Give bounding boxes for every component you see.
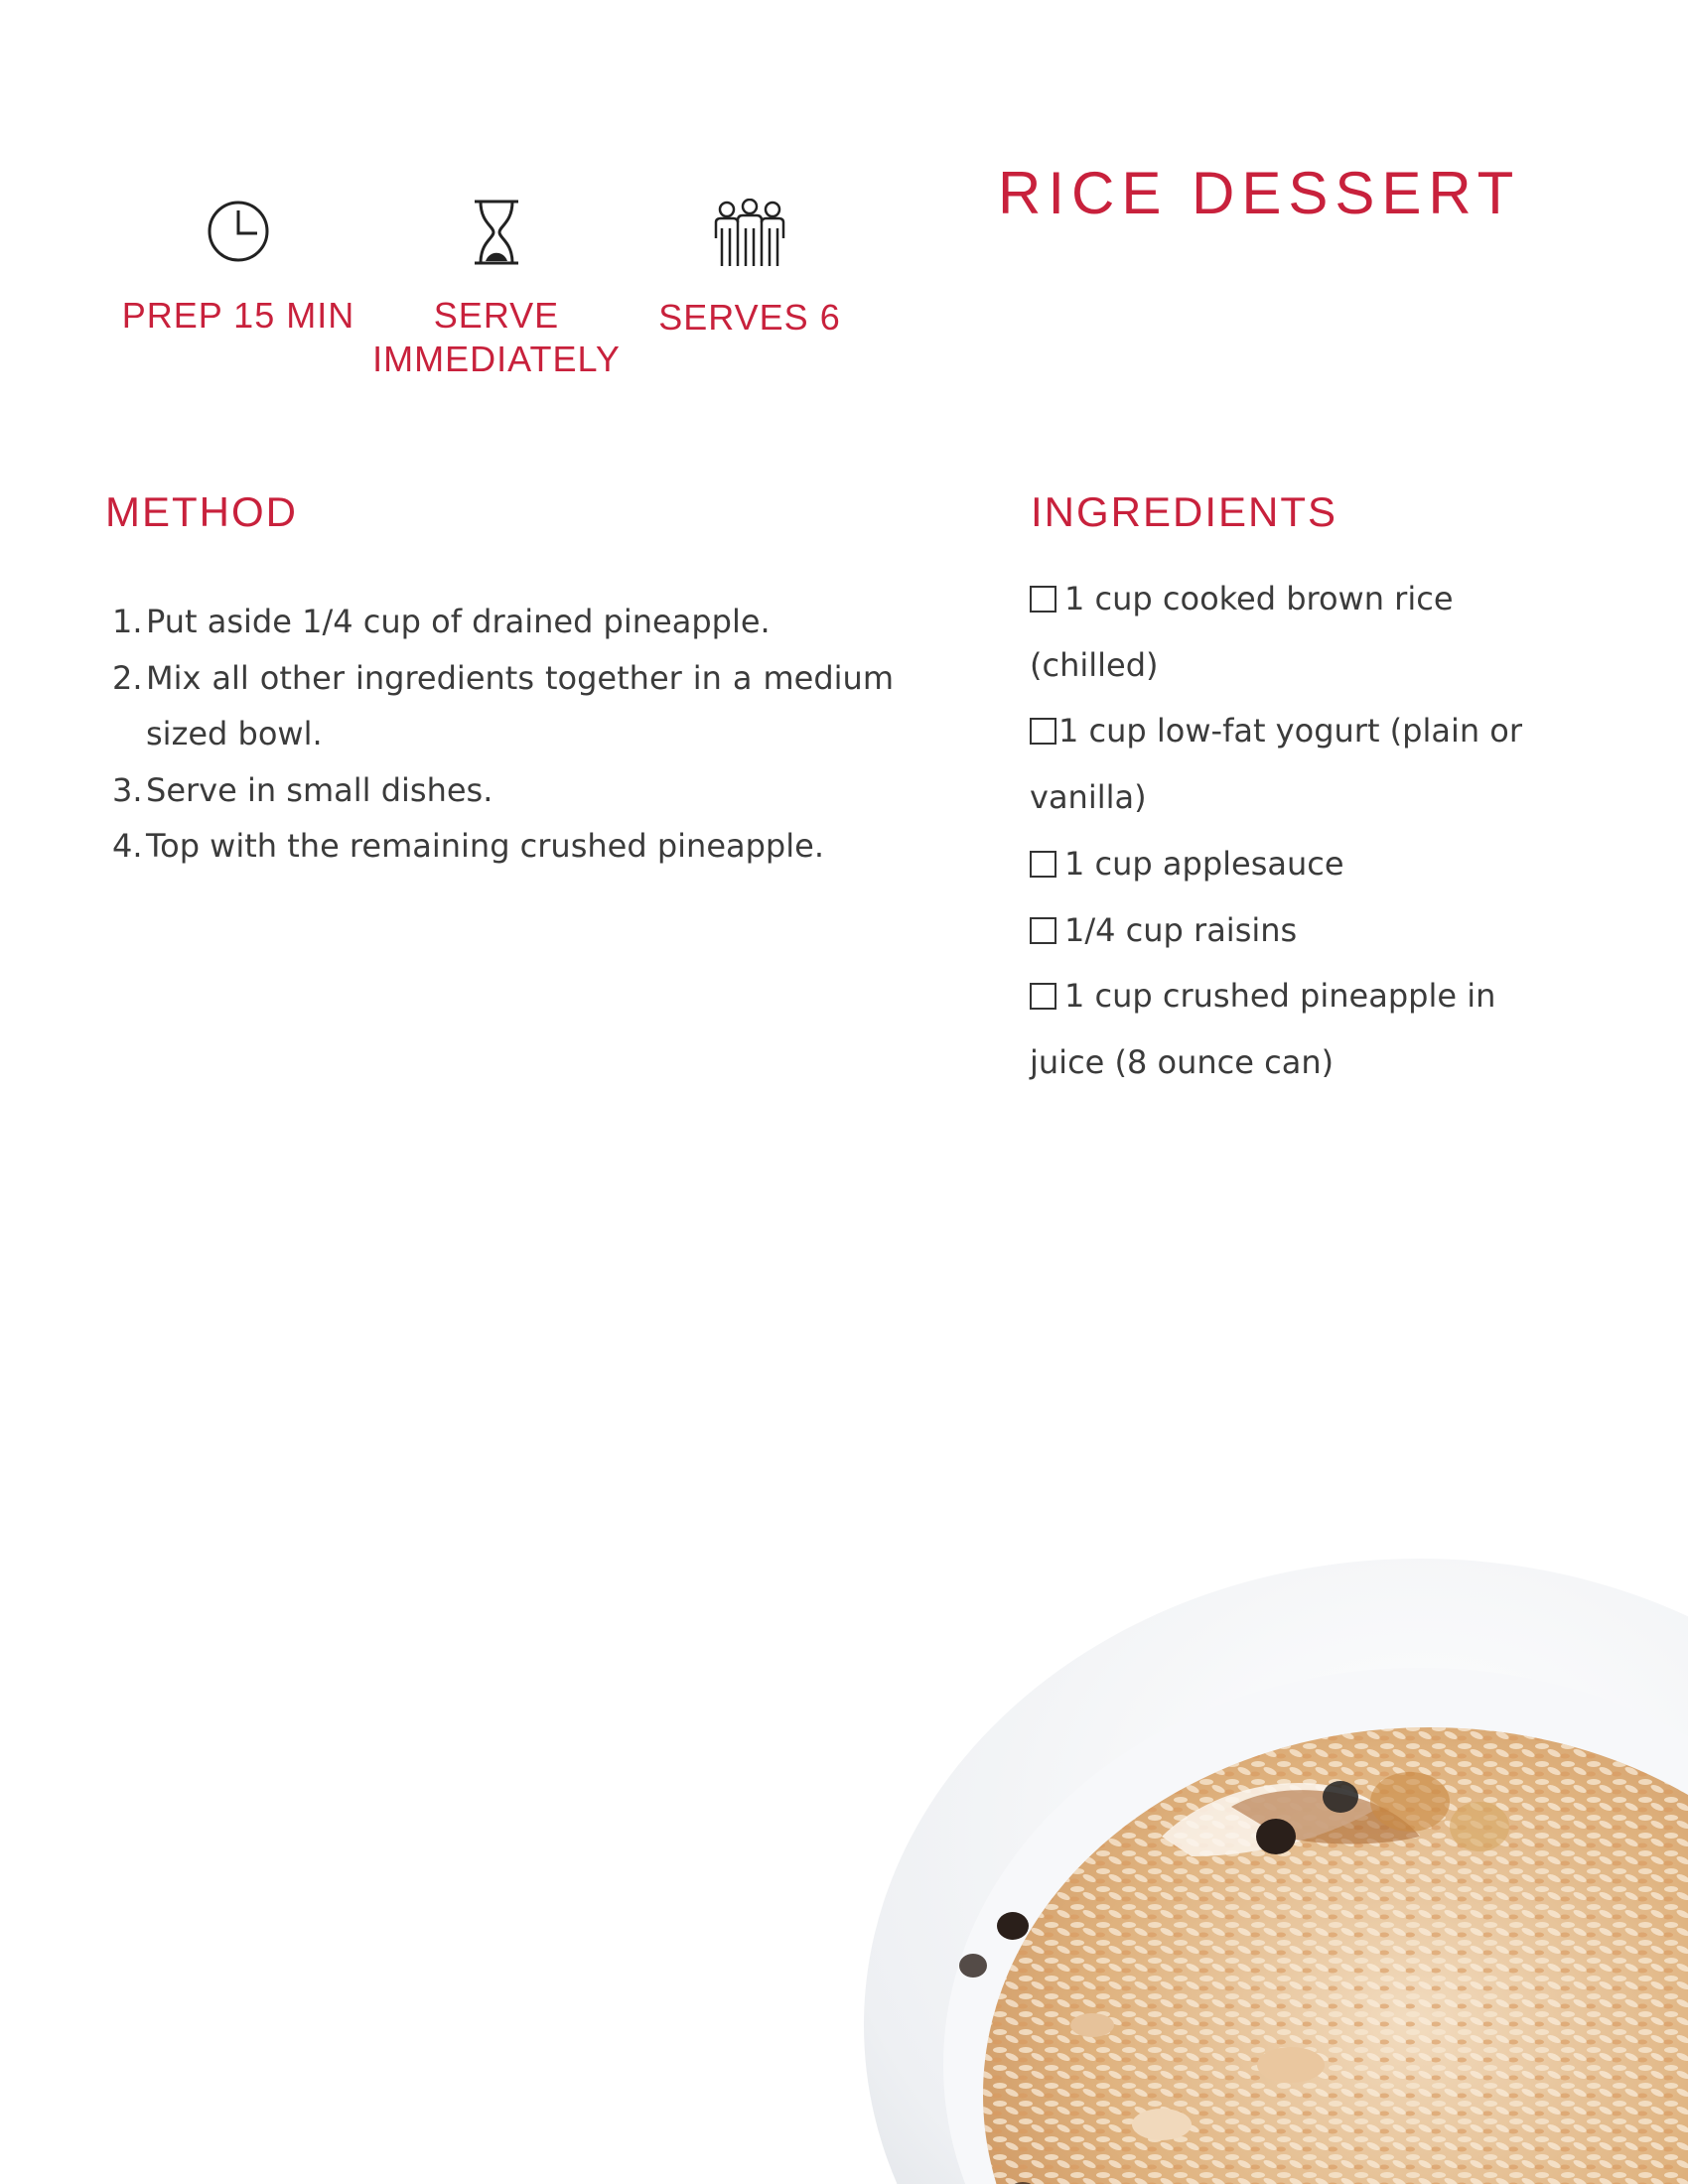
people-icon xyxy=(713,199,786,268)
clock-icon xyxy=(206,199,271,264)
ingredient-item: 1 cup applesauce xyxy=(1030,831,1546,897)
ingredients-heading: INGREDIENTS xyxy=(1031,488,1338,535)
method-heading: METHOD xyxy=(105,488,298,535)
recipe-title: RICE DESSERT xyxy=(998,160,1521,226)
checkbox[interactable] xyxy=(1030,718,1056,745)
serve-stat xyxy=(357,199,635,381)
servings-stat xyxy=(635,199,864,340)
rice-dessert-photo xyxy=(864,1509,1688,2184)
checkbox[interactable] xyxy=(1030,586,1056,613)
checkbox[interactable] xyxy=(1030,917,1056,944)
method-list xyxy=(109,594,894,875)
checkbox[interactable] xyxy=(1030,983,1056,1010)
method-step: 2. Mix all other ingredients together in a medium sized bowl. xyxy=(112,658,894,752)
checkbox[interactable] xyxy=(1030,851,1056,878)
prep-time-label: PREP 15 MIN xyxy=(121,295,355,336)
ingredients-list xyxy=(1030,566,1546,1096)
ingredient-item: 1 cup low-fat yogurt (plain or vanilla) xyxy=(1030,712,1523,817)
method-step: 3. Serve in small dishes. xyxy=(112,770,493,809)
method-step: 1. Put aside 1/4 cup of drained pineapple. xyxy=(112,603,771,640)
serve-label: SERVE IMMEDIATELY xyxy=(372,295,621,379)
ingredient-item: 1 cup cooked brown rice (chilled) xyxy=(1030,580,1454,684)
ingredient-item: 1/4 cup raisins xyxy=(1030,897,1546,964)
method-step: 4. Top with the remaining crushed pineapple. xyxy=(112,827,824,865)
servings-label: SERVES 6 xyxy=(658,297,841,338)
ingredient-item: 1 cup crushed pineapple in juice (8 ounce can) xyxy=(1030,977,1496,1081)
hourglass-icon xyxy=(472,199,521,266)
prep-time-stat xyxy=(109,199,367,338)
